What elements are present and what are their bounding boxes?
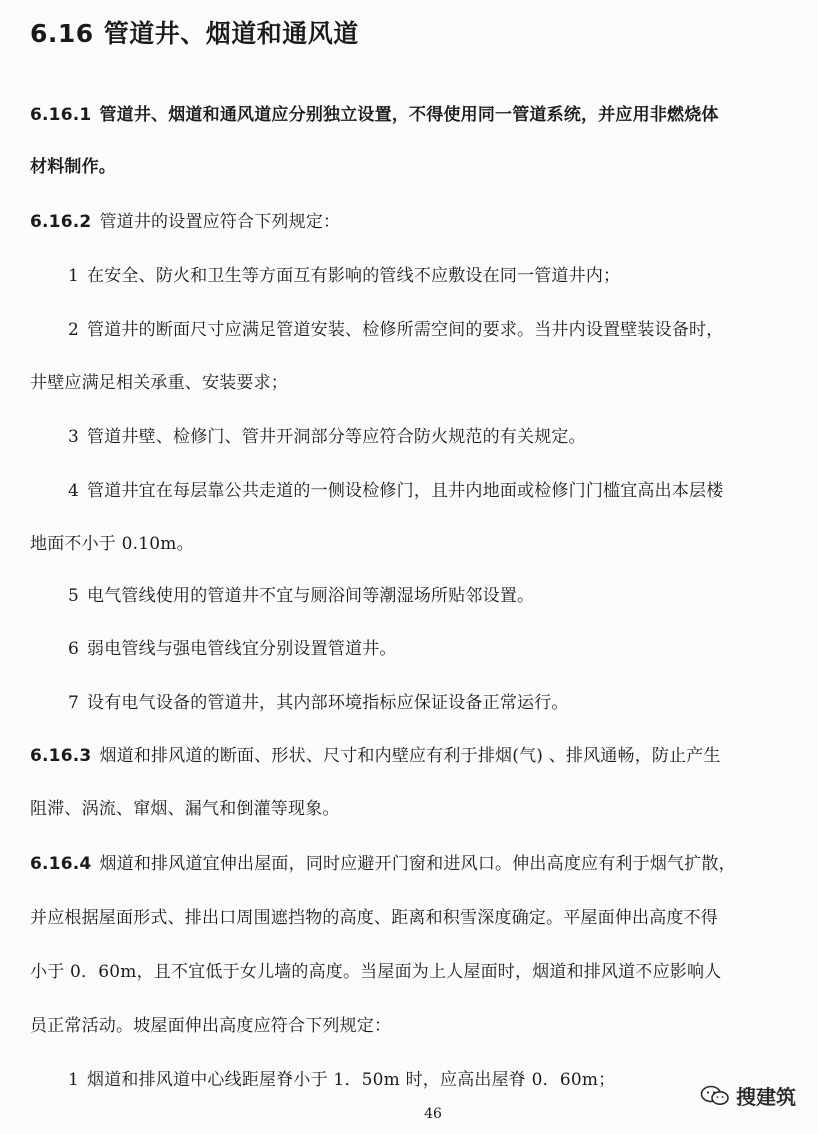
item-text: 管道井壁、检修门、管井开洞部分等应符合防火规范的有关规定。 [87, 427, 586, 447]
clause-6-16-3-line1 [30, 741, 721, 766]
item-text: 设有电气设备的管道井，其内部环境指标应保证设备正常运行。 [87, 693, 569, 713]
section-heading: 管道井、烟道和通风道 [103, 19, 359, 48]
section-title [30, 14, 359, 50]
clause-6-16-4-item-1 [68, 1065, 615, 1090]
clause-text: 烟道和排风道的断面、形状、尺寸和内壁应有利于排烟(气) 、排风通畅，防止产生 [99, 746, 721, 766]
item-text: 在安全、防火和卫生等方面互有影响的管线不应敷设在同一管道井内； [87, 266, 621, 286]
list-item-7 [68, 688, 569, 713]
list-item-1 [68, 261, 620, 286]
clause-6-16-2 [30, 207, 340, 232]
clause-6-16-4-line1 [30, 849, 736, 874]
clause-6-16-1-line1 [30, 100, 719, 125]
clause-number: 6.16.2 [30, 212, 92, 232]
item-text: 管道井宜在每层靠公共走道的一侧设检修门，且井内地面或检修门门槛宜高出本层楼 [87, 481, 724, 501]
list-item-5 [68, 581, 534, 606]
clause-number: 6.16.3 [30, 746, 92, 766]
list-item-4-line1 [68, 476, 723, 501]
item-number: 4 [68, 481, 80, 501]
clause-number: 6.16.4 [30, 854, 92, 874]
item-number: 2 [68, 320, 80, 340]
section-number: 6.16 [30, 19, 94, 48]
item-number: 1 [68, 1070, 80, 1090]
list-item-4-line2: 地面不小于 0.10m。 [30, 534, 194, 554]
list-item-3 [68, 422, 586, 447]
clause-6-16-1-line2: 材料制作。 [30, 157, 116, 177]
item-text: 烟道和排风道中心线距屋脊小于 1．50m 时，应高出屋脊 0．60m； [87, 1070, 616, 1090]
item-number: 7 [68, 693, 80, 713]
clause-6-16-4-line2: 并应根据屋面形式、排出口周围遮挡物的高度、距离和积雪深度确定。平屋面伸出高度不得 [30, 908, 718, 928]
item-text: 管道井的断面尺寸应满足管道安装、检修所需空间的要求。当井内设置壁装设备时， [87, 320, 724, 340]
clause-text: 烟道和排风道宜伸出屋面，同时应避开门窗和进风口。伸出高度应有利于烟气扩散， [99, 854, 736, 874]
watermark [700, 1081, 796, 1110]
list-item-2-line1 [68, 315, 723, 340]
clause-text: 管道井、烟道和通风道应分别独立设置，不得使用同一管道系统，并应用非燃烧体 [99, 105, 719, 125]
list-item-2-line2: 井壁应满足相关承重、安装要求； [30, 373, 288, 393]
item-text: 弱电管线与强电管线宜分别设置管道井。 [87, 639, 397, 659]
wechat-icon [700, 1085, 730, 1107]
clause-6-16-4-line4: 员正常活动。坡屋面伸出高度应符合下列规定： [30, 1016, 392, 1036]
page-number: 46 [424, 1106, 442, 1122]
list-item-6 [68, 634, 397, 659]
clause-text: 管道井的设置应符合下列规定： [99, 212, 341, 232]
item-text: 电气管线使用的管道井不宜与厕浴间等潮湿场所贴邻设置。 [87, 586, 535, 606]
item-number: 6 [68, 639, 80, 659]
clause-number: 6.16.1 [30, 105, 92, 125]
clause-6-16-3-line2: 阻滞、涡流、窜烟、漏气和倒灌等现象。 [30, 799, 340, 819]
item-number: 5 [68, 586, 80, 606]
item-number: 3 [68, 427, 80, 447]
item-number: 1 [68, 266, 80, 286]
watermark-text: 搜建筑 [736, 1085, 796, 1109]
clause-6-16-4-line3: 小于 0．60m，且不宜低于女儿墙的高度。当屋面为上人屋面时，烟道和排风道不应影响人 [30, 962, 722, 982]
